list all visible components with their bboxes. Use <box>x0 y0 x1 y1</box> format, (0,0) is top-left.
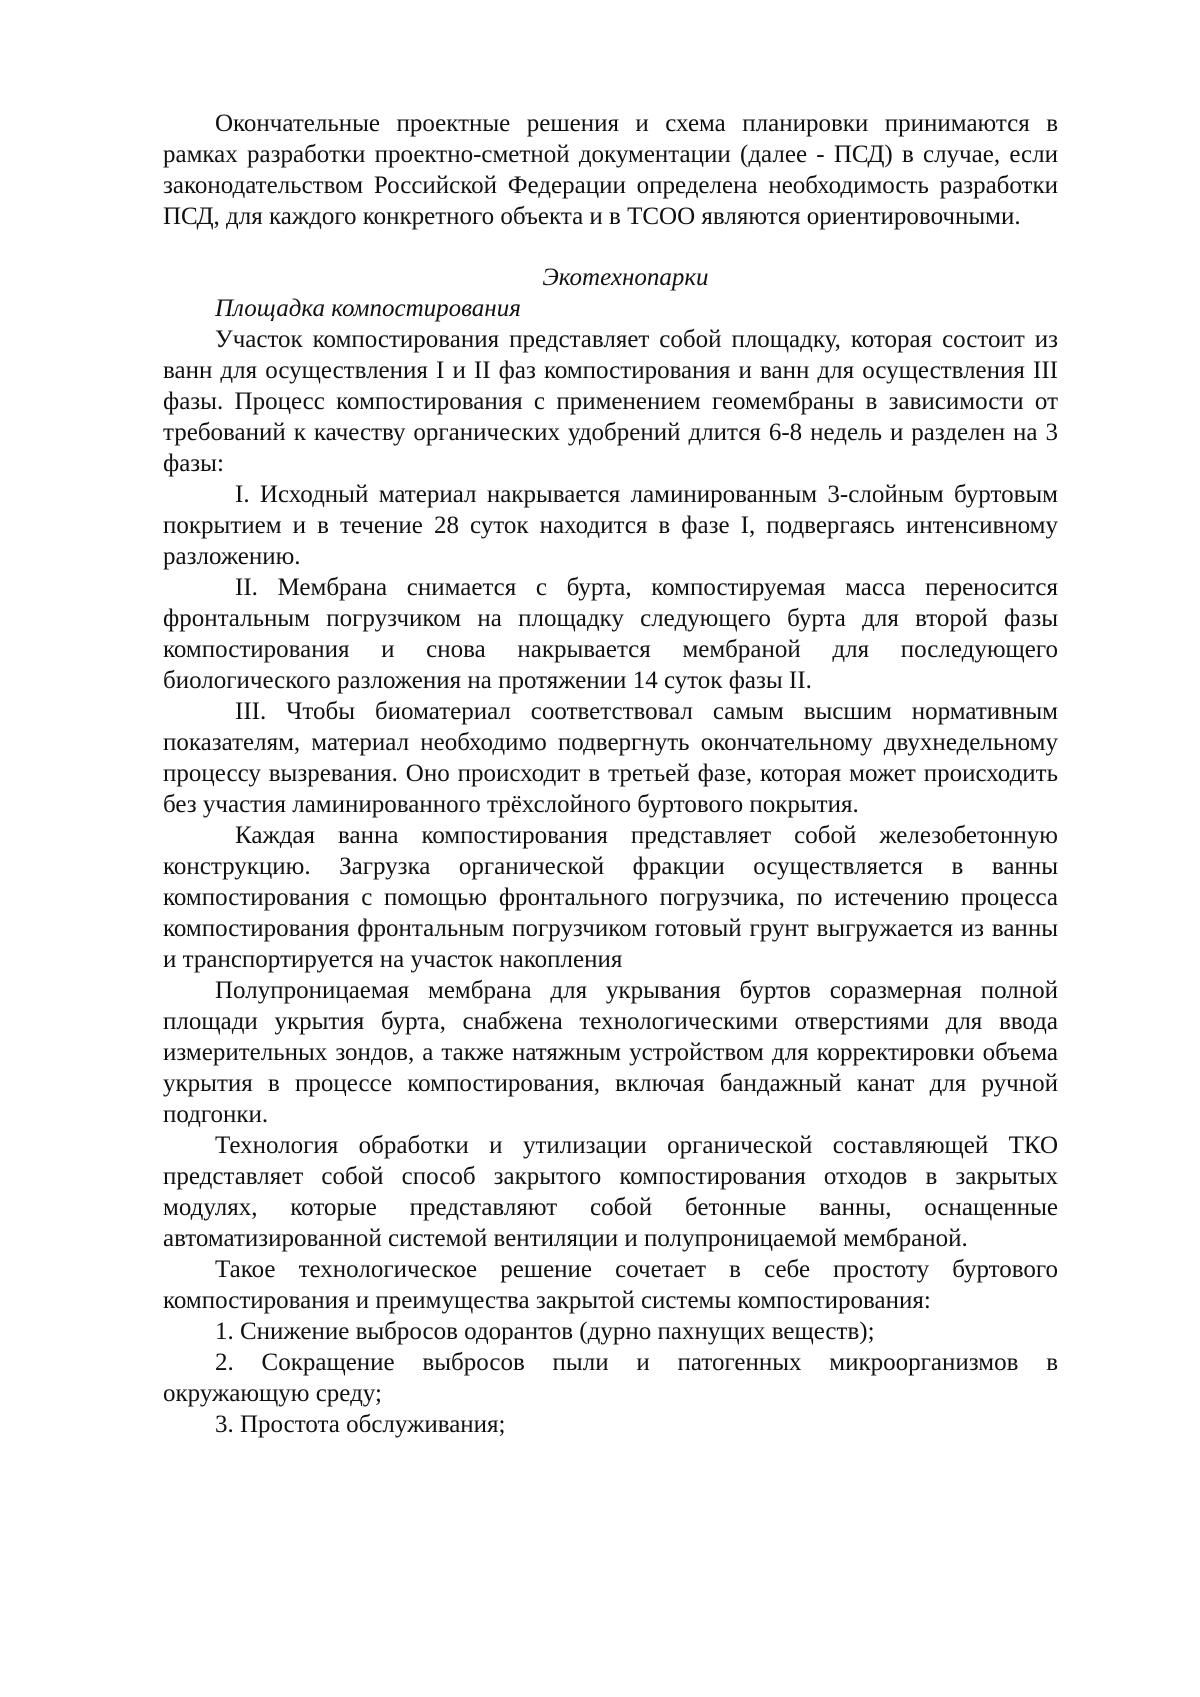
paragraph-membrane: Полупроницаемая мембрана для укрывания буртов соразмерная полной площади укрытия бурта, снабжена технологическими отверстиями для ввода измерительных зондов, а также натяжным устройством для корректировки объема укрытия в процессе компостирования, включая бандажный канат для ручной подгонки. <box>163 977 1058 1128</box>
intro-paragraph: Окончательные проектные решения и схема планировки принимаются в рамках разработки проектно-сметной документации (далее - ПСД) в случае, если законодательством Российской Федерации определена необходимость разработки ПСД, для каждого конкретного объекта и в ТСОО являются ориентировочными. <box>163 110 1058 230</box>
paragraph-bath-construction: Каждая ванна компостирования представляет собой железобетонную конструкцию. Загрузка органической фракции осуществляется в ванны компостирования с помощью фронтального погрузчика, по истечению процесса компостирования фронтальным погрузчиком готовый грунт выгружается из ванны и транспортируется на участок накопления <box>163 822 1058 973</box>
list-item-2: 2. Сокращение выбросов пыли и патогенных микроорганизмов в окружающую среду; <box>163 1349 1058 1407</box>
paragraph-phase-1: I. Исходный материал накрывается ламинированным 3-слойным буртовым покрытием и в течение 28 суток находится в фазе I, подвергаясь интенсивному разложению. <box>163 481 1058 570</box>
document-page <box>163 108 1058 1440</box>
paragraph-phase-2: II. Мембрана снимается с бурта, компостируемая масса переносится фронтальным погрузчиком на площадку следующего бурта для второй фазы компостирования и снова накрывается мембраной для последующего биологического разложения на протяжении 14 суток фазы II. <box>163 574 1058 694</box>
subsection-title: Площадка компостирования <box>215 295 521 322</box>
paragraph-solution: Такое технологическое решение сочетает в себе простоту буртового компостирования и преимущества закрытой системы компостирования: <box>163 1256 1058 1314</box>
paragraph-composting-site: Участок компостирования представляет собой площадку, которая состоит из ванн для осуществления I и II фаз компостирования и ванн для осуществления III фазы. Процесс компостирования с применением геомембраны в зависимости от требований к качеству органических удобрений длится 6-8 недель и разделен на 3 фазы: <box>163 326 1058 477</box>
paragraph-phase-3: III. Чтобы биоматериал соответствовал самым высшим нормативным показателям, материал необходимо подвергнуть окончательному двухнедельному процессу вызревания. Оно происходит в третьей фазе, которая может происходить без участия ламинированного трёхслойного буртового покрытия. <box>163 698 1058 818</box>
section-title: Экотехнопарки <box>542 264 709 291</box>
list-item-1: 1. Снижение выбросов одорантов (дурно пахнущих веществ); <box>215 1318 875 1345</box>
list-item-3: 3. Простота обслуживания; <box>215 1411 506 1438</box>
paragraph-technology: Технология обработки и утилизации органической составляющей ТКО представляет собой способ закрытого компостирования отходов в закрытых модулях, которые представляют собой бетонные ванны, оснащенные автоматизированной системой вентиляции и полупроницаемой мембраной. <box>163 1132 1058 1252</box>
